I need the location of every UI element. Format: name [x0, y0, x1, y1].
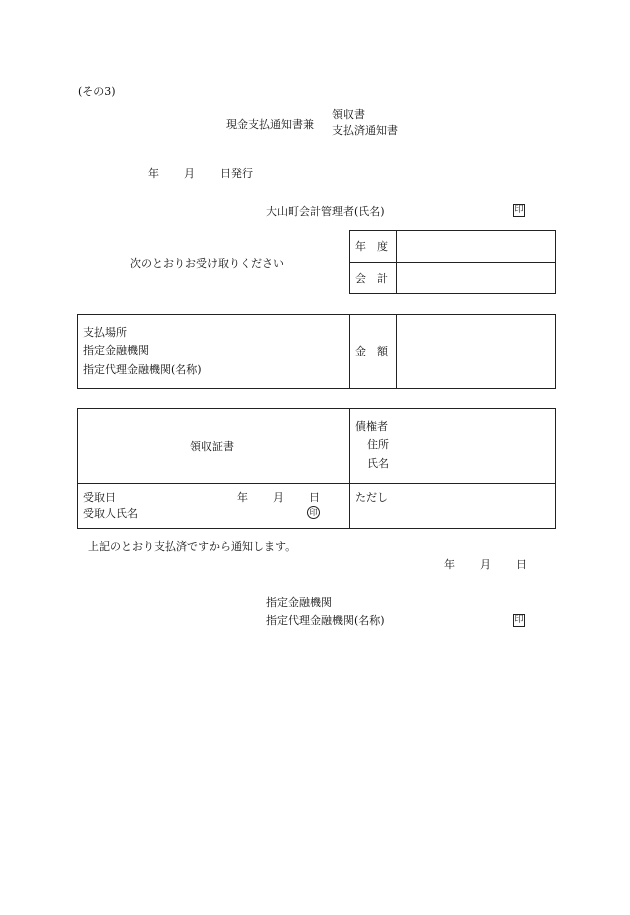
payment-agent-bank: 指定代理金融機関(名称): [83, 363, 202, 376]
payment-place: 支払場所: [83, 326, 127, 339]
received-year: 年: [237, 491, 248, 504]
title-lower: 支払済通知書: [332, 124, 398, 137]
receipt-title: 領収証書: [190, 440, 234, 453]
note-label: ただし: [355, 491, 388, 504]
form-number: (その3): [78, 85, 116, 98]
notice-day: 日: [516, 558, 527, 571]
amount-label: 金 額: [355, 345, 388, 358]
fiscal-account-label: 会 計: [355, 272, 388, 285]
receipt-divider: [349, 408, 350, 529]
notice-text: 上記のとおり支払済ですから通知します。: [88, 540, 297, 553]
receiver-seal: 印: [307, 506, 320, 519]
notice-month: 月: [480, 558, 491, 571]
issue-day: 日発行: [220, 167, 253, 180]
received-date-label: 受取日: [83, 491, 116, 504]
receipt-row-divider: [77, 483, 556, 484]
footer-seal: 印: [514, 615, 524, 625]
payment-bank: 指定金融機関: [83, 344, 149, 357]
creditor-name-label: 氏名: [367, 457, 389, 470]
footer-agent-bank: 指定代理金融機関(名称): [266, 614, 385, 627]
payment-divider-2: [396, 314, 397, 389]
title-main: 現金支払通知書兼: [226, 118, 314, 131]
issuer-seal: 印: [514, 205, 524, 215]
payment-divider-1: [349, 314, 350, 389]
received-day: 日: [309, 491, 320, 504]
footer-bank: 指定金融機関: [266, 596, 332, 609]
issue-year: 年: [148, 167, 159, 180]
received-month: 月: [273, 491, 284, 504]
fiscal-year-label: 年 度: [355, 240, 388, 253]
creditor-address-label: 住所: [367, 438, 389, 451]
issuer-label: 大山町会計管理者(氏名): [266, 205, 385, 218]
issue-month: 月: [184, 167, 195, 180]
notice-year: 年: [444, 558, 455, 571]
fiscal-row-divider: [349, 262, 556, 263]
title-upper: 領収書: [332, 108, 365, 121]
receiver-name-label: 受取人氏名: [83, 507, 138, 520]
instruction-text: 次のとおりお受け取りください: [130, 257, 284, 270]
creditor-label: 債権者: [355, 420, 388, 433]
